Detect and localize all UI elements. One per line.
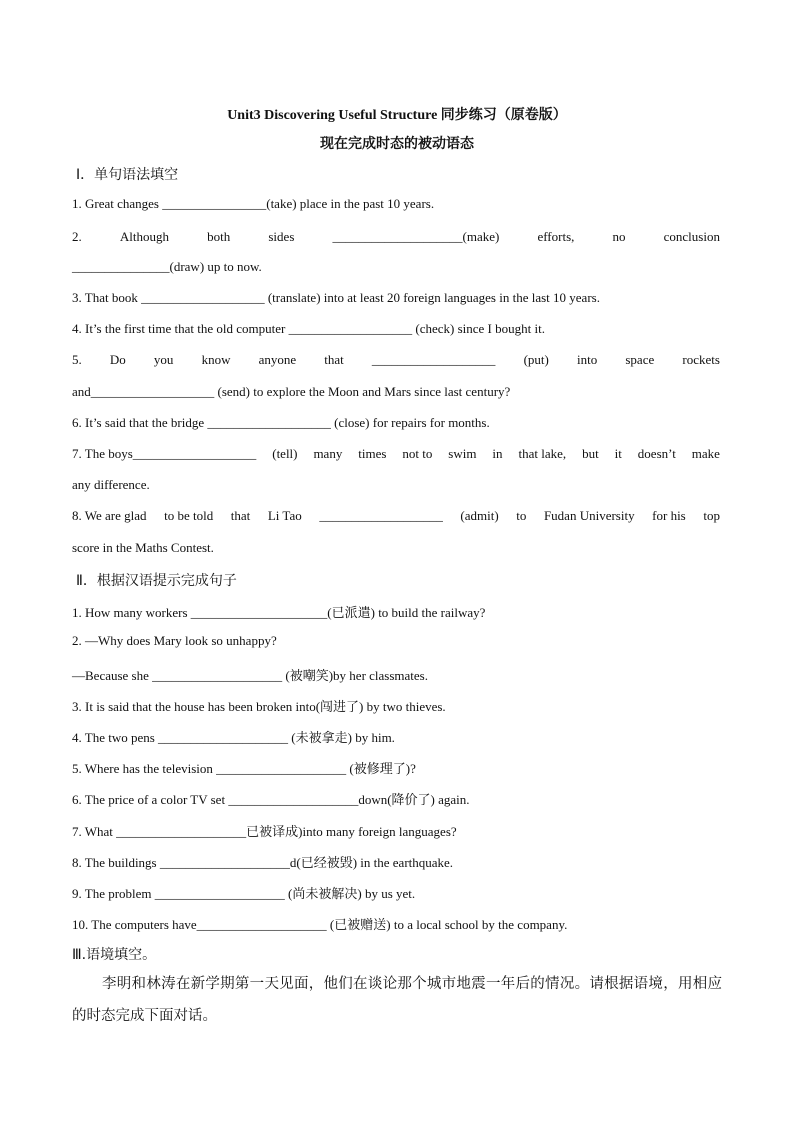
question-2-7: 7. What ____________________已被译成)into many foreign languages? (72, 824, 457, 839)
question-1-2-cont: _______________(draw) up to now. (72, 259, 262, 274)
question-2-9: 9. The problem ____________________ (尚未被解决) by us yet. (72, 886, 416, 901)
question-2-4: 4. The two pens ____________________ (未被拿走) by him. (72, 730, 395, 745)
question-1-5-cont: and___________________ (send) to explore the Moon and Mars since last century? (72, 384, 511, 399)
question-1-8: 8. We are glad to be told that Li Tao ___________________ (admit) to Fudan University for his top (72, 508, 720, 523)
question-1-7: 7. The boys___________________ (tell) many times not to swim in that lake, but it doesn’t make (72, 446, 720, 461)
question-2-5: 5. Where has the television ____________________ (被修理了)? (72, 761, 416, 776)
question-1-7-cont: any difference. (72, 477, 150, 492)
question-2-2-answer: —Because she ____________________ (被嘲笑)by her classmates. (72, 668, 428, 683)
question-2-6: 6. The price of a color TV set ____________________down(降价了) again. (72, 792, 470, 807)
section-3-paragraph: 李明和林涛在新学期第一天见面，他们在谈论那个城市地震一年后的情况。请根据语境，用相应的时态完成下面对话。 (72, 976, 722, 1024)
section-heading-1: Ⅰ．单句语法填空 (76, 167, 179, 183)
question-2-10: 10. The computers have____________________ (已被赠送) to a local school by the company. (72, 917, 568, 932)
document-title: Unit3 Discovering Useful Structure 同步练习（原卷版） (227, 108, 567, 123)
question-1-3: 3. That book ___________________ (translate) into at least 20 foreign languages in the last 10 years. (72, 290, 600, 305)
question-2-2: 2. —Why does Mary look so unhappy? (72, 633, 277, 648)
question-2-8: 8. The buildings ____________________d(已经被毁) in the earthquake. (72, 855, 454, 870)
question-1-6: 6. It’s said that the bridge ___________________ (close) for repairs for months. (72, 415, 490, 430)
question-1-1: 1. Great changes ________________(take) place in the past 10 years. (72, 196, 435, 211)
document-subtitle: 现在完成时态的被动语态 (320, 137, 474, 152)
question-1-2: 2. Although both sides ____________________(make) efforts, no conclusion (72, 229, 720, 244)
question-2-1: 1. How many workers _____________________(已派遣) to build the railway? (72, 605, 486, 620)
question-1-5: 5. Do you know anyone that ___________________ (put) into space rockets (72, 352, 720, 367)
question-1-4: 4. It’s the first time that the old computer ___________________ (check) since I bought it. (72, 321, 545, 336)
question-1-8-cont: score in the Maths Contest. (72, 540, 214, 555)
question-2-3: 3. It is said that the house has been broken into(闯进了) by two thieves. (72, 699, 446, 714)
section-heading-3: Ⅲ.语境填空。 (72, 947, 157, 963)
section-heading-2: Ⅱ．根据汉语提示完成句子 (76, 573, 237, 589)
